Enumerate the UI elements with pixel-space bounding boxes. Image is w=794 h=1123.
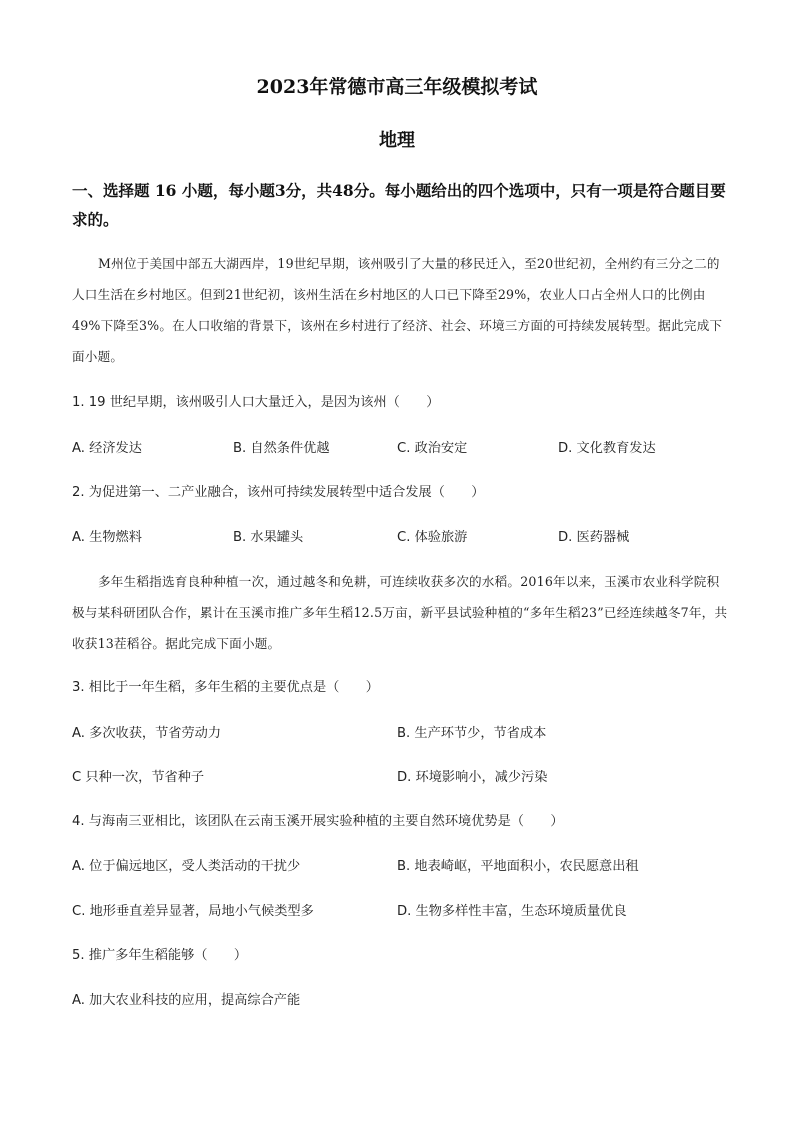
question-4-stem: 4. 与海南三亚相比，该团队在云南玉溪开展实验种植的主要自然环境优势是（ ）	[72, 814, 564, 829]
question-1-option-a[interactable]: A. 经济发达	[72, 441, 142, 456]
question-4-option-a[interactable]: A. 位于偏远地区，受人类活动的干扰少	[72, 859, 301, 874]
question-1-option-c[interactable]: C. 政治安定	[397, 441, 468, 456]
question-2-stem: 2. 为促进第一、二产业融合，该州可持续发展转型中适合发展（ ）	[72, 485, 485, 500]
question-2-option-c[interactable]: C. 体验旅游	[397, 530, 468, 545]
question-4-option-d[interactable]: D. 生物多样性丰富，生态环境质量优良	[397, 904, 627, 919]
question-1-option-b[interactable]: B. 自然条件优越	[233, 441, 330, 456]
question-1-option-d[interactable]: D. 文化教育发达	[558, 441, 656, 456]
question-5-stem: 5. 推广多年生稻能够（ ）	[72, 948, 248, 963]
subject-title: 地理	[379, 130, 415, 151]
question-1-stem: 1. 19 世纪早期，该州吸引人口大量迁入，是因为该州（ ）	[72, 395, 440, 410]
section-instruction: 一、选择题 16 小题，每小题3分，共48分。每小题给出的四个选项中，只有一项是符合题目要求的。	[72, 181, 726, 229]
question-2-option-a[interactable]: A. 生物燃料	[72, 530, 142, 545]
question-3-option-b[interactable]: B. 生产环节少，节省成本	[397, 726, 547, 741]
exam-title: 2023年常德市高三年级模拟考试	[256, 76, 538, 98]
question-3-option-a[interactable]: A. 多次收获，节省劳动力	[72, 726, 222, 741]
question-5-option-a[interactable]: A. 加大农业科技的应用，提高综合产能	[72, 993, 301, 1008]
reading-passage-1: M州位于美国中部五大湖西岸，19世纪早期，该州吸引了大量的移民迁入，至20世纪初，全州约有三分之二的人口生活在乡村地区。但到21世纪初，该州生活在乡村地区的人口已下降至29%，农业人口占全州人口的比例由49%下降至3%。在人口收缩的背景下，该州在乡村进行了经济、社会、环境三方面的可持续发展转型。据此完成下面小题。	[72, 256, 723, 364]
question-4-option-c[interactable]: C. 地形垂直差异显著，局地小气候类型多	[72, 904, 314, 919]
question-2-option-b[interactable]: B. 水果罐头	[233, 530, 304, 545]
question-2-option-d[interactable]: D. 医药器械	[558, 530, 630, 545]
question-3-option-c[interactable]: C 只种一次，节省种子	[72, 770, 205, 785]
question-3-option-d[interactable]: D. 环境影响小，减少污染	[397, 770, 548, 785]
question-4-option-b[interactable]: B. 地表崎岖，平地面积小，农民愿意出租	[397, 859, 639, 874]
reading-passage-2: 多年生稻指选育良种种植一次，通过越冬和免耕，可连续收获多次的水稻。2016年以来，玉溪市农业科学院积极与某科研团队合作，累计在玉溪市推广多年生稻12.5万亩，新平县试验种植的“多年生稻23”已经连续越冬7年，共收获13茬稻谷。据此完成下面小题。	[72, 574, 728, 651]
question-3-stem: 3. 相比于一年生稻，多年生稻的主要优点是（ ）	[72, 680, 379, 695]
